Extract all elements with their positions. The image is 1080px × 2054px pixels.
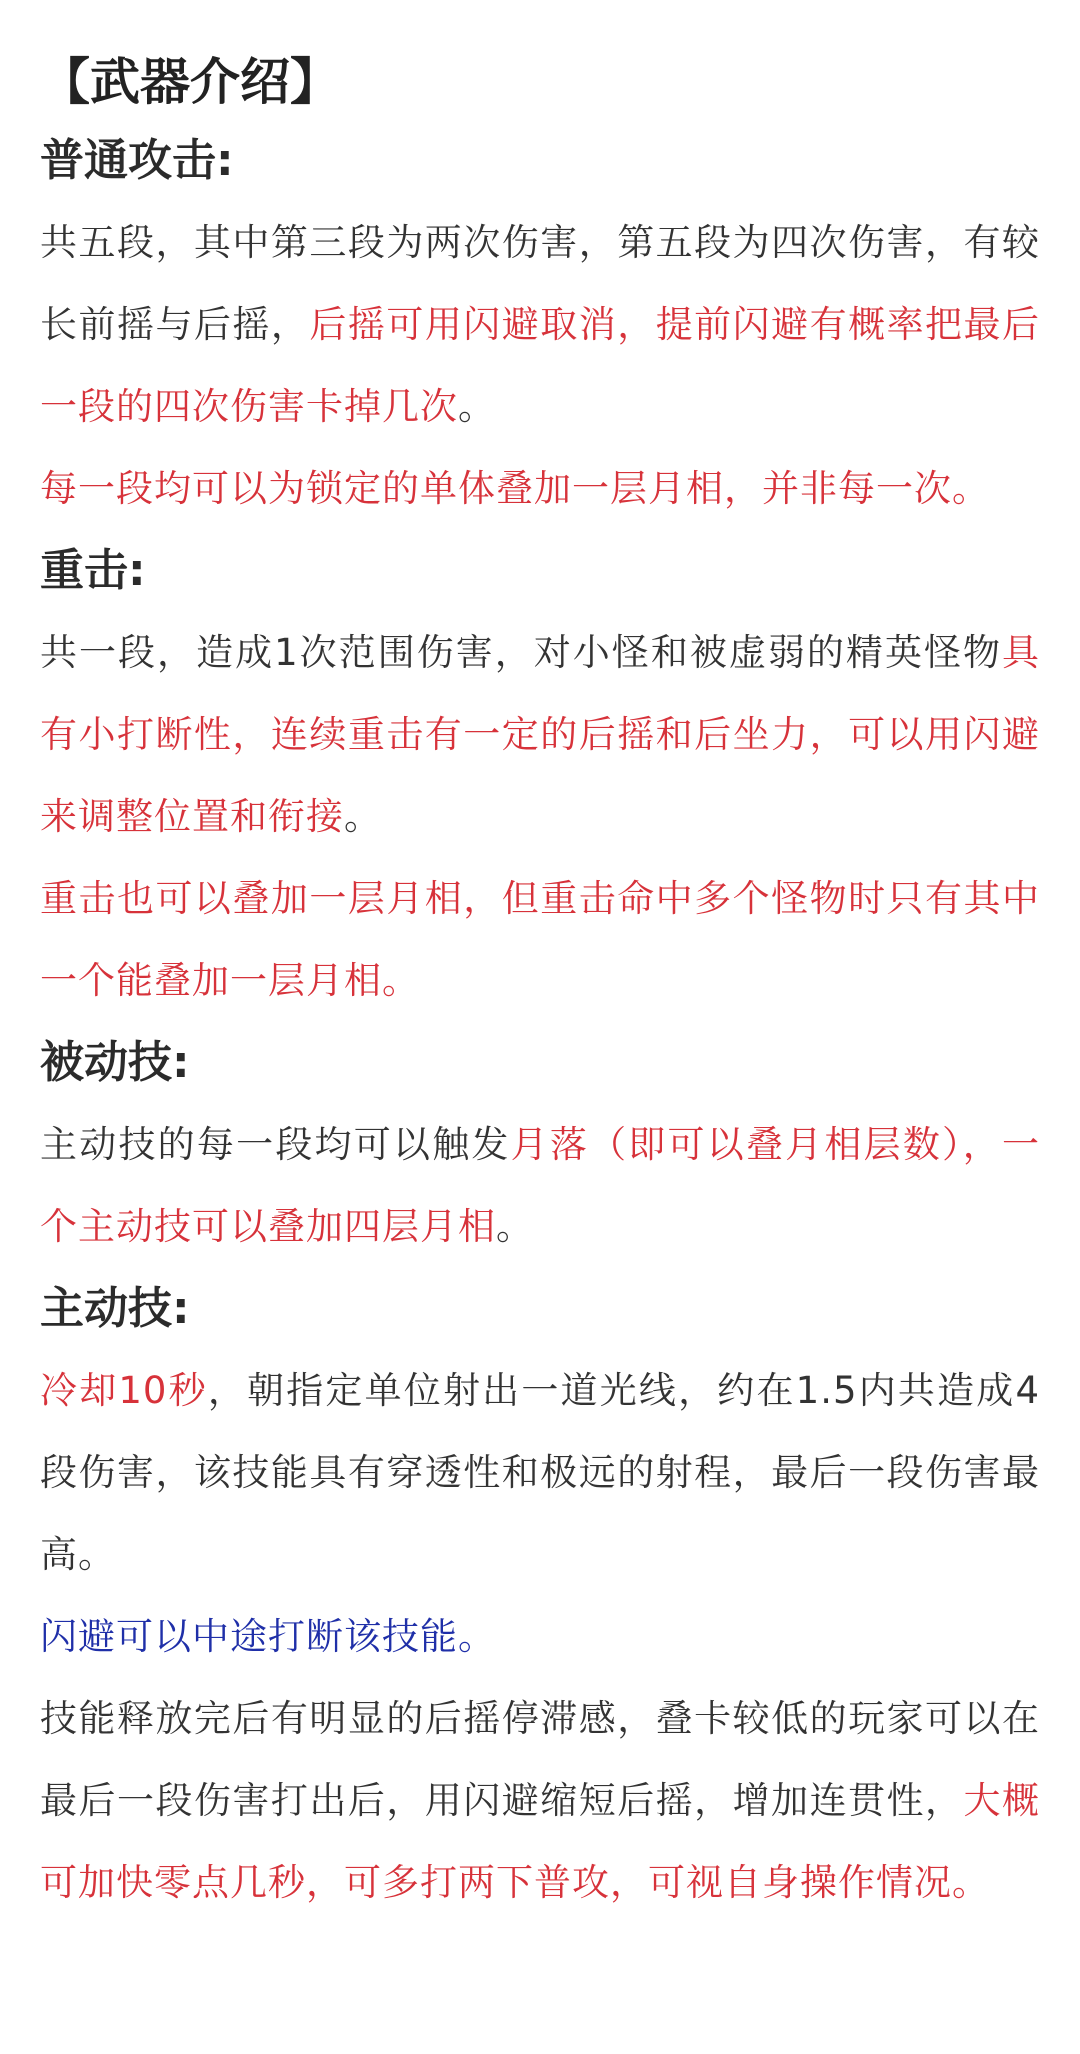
section-paragraph bbox=[40, 1596, 1040, 1678]
highlight-text-run: 重击也可以叠加一层月相，但重击命中多个怪物时只有其中一个能叠加一层月相。 bbox=[40, 877, 1040, 1002]
article-title: 【武器介绍】 bbox=[40, 53, 340, 111]
sections-container bbox=[40, 120, 1040, 1924]
text-run: 。 bbox=[344, 795, 382, 838]
text-run: 共一段，造成1次范围伤害，对小怪和被虚弱的精英怪物 bbox=[40, 631, 1002, 674]
text-run: 技能释放完后有明显的后摇停滞感，叠卡较低的玩家可以在最后一段伤害打出后，用闪避缩短后摇，增加连贯性， bbox=[40, 1697, 1040, 1822]
section-paragraph bbox=[40, 858, 1040, 1022]
text-run: 共五段，其中第三段为两次伤害，第五段为四次伤害，有较长前摇与后摇， bbox=[40, 221, 1040, 346]
section-paragraph bbox=[40, 1678, 1040, 1924]
highlight-text-run: 冷却10秒 bbox=[40, 1369, 208, 1412]
section-paragraph bbox=[40, 448, 1040, 530]
text-run: ，朝指定单位射出一道光线，约在1.5内共造成4段伤害，该技能具有穿透性和极远的射程，最后一段伤害最高。 bbox=[40, 1369, 1040, 1576]
section-heading: 普通攻击: bbox=[40, 135, 234, 186]
section-heading: 主动技: bbox=[40, 1283, 190, 1334]
highlight-text-run: 月落（即可以叠月相层数），一个主动技可以叠加四层月相 bbox=[40, 1123, 1040, 1248]
highlight-text-run: 闪避可以中途打断该技能。 bbox=[40, 1615, 496, 1658]
section-heading: 被动技: bbox=[40, 1037, 190, 1088]
highlight-text-run: 每一段均可以为锁定的单体叠加一层月相，并非每一次。 bbox=[40, 467, 990, 510]
section-paragraph bbox=[40, 202, 1040, 448]
text-run: 。 bbox=[458, 385, 496, 428]
highlight-text-run: 具有小打断性，连续重击有一定的后摇和后坐力，可以用闪避来调整位置和衔接 bbox=[40, 631, 1040, 838]
section-heading: 重击: bbox=[40, 545, 146, 596]
section-paragraph bbox=[40, 1350, 1040, 1596]
highlight-text-run: 后摇可用闪避取消，提前闪避有概率把最后一段的四次伤害卡掉几次 bbox=[40, 303, 1041, 428]
text-run: 主动技的每一段均可以触发 bbox=[40, 1123, 511, 1166]
text-run: 。 bbox=[496, 1205, 534, 1248]
highlight-text-run: 大概可加快零点几秒，可多打两下普攻，可视自身操作情况。 bbox=[40, 1779, 1041, 1904]
article bbox=[40, 44, 1040, 1924]
section-paragraph bbox=[40, 612, 1040, 858]
section-paragraph bbox=[40, 1104, 1040, 1268]
